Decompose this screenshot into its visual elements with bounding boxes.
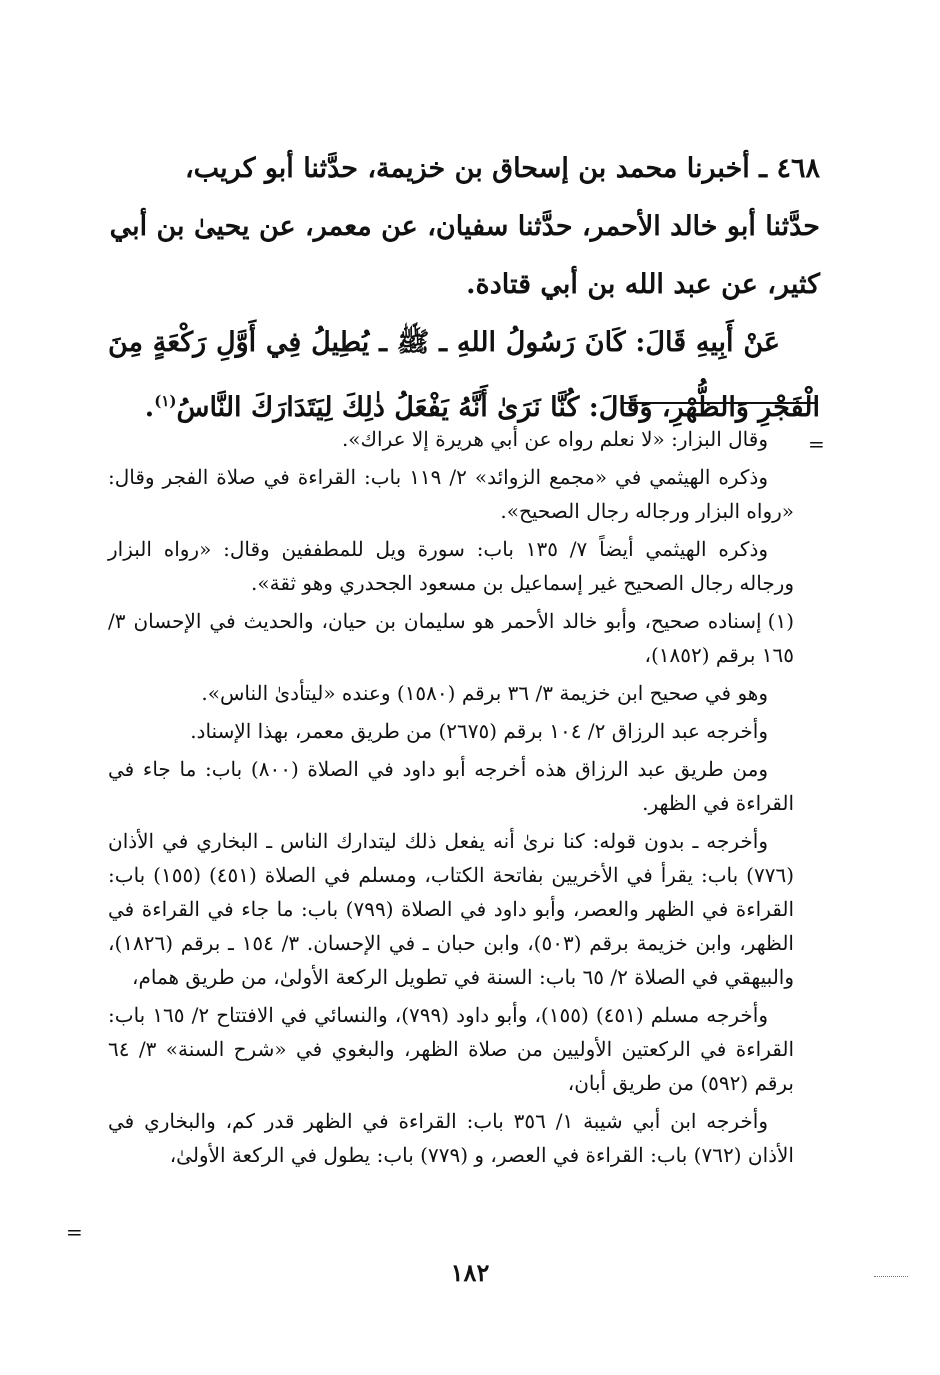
footnote-separator [622,402,818,404]
note-paragraph: وقال البزار: «لا نعلم رواه عن أبي هريرة إلا عراك». [341,427,768,451]
note-paragraph: وأخرجه ـ بدون قوله: كنا نرىٰ أنه يفعل ذلك ليتدارك الناس ـ البخاري في الأذان (٧٧٦) باب: يقرأ في الأخريين بفاتحة الكتاب، ومسلم في الصلاة (٤٥١) (١٥٥) باب: القراءة في الظهر والعصر، وأبو داود في الصلاة (٧٩٩) باب: ما جاء في القراءة في الظهر، وابن خزيمة برقم (٥٠٣)، وابن حبان ـ في الإحسان. ٣/ ١٥٤ ـ برقم (١٨٢٦)، والبيهقي في الصلاة ٢/ ٦٥ باب: السنة في تطويل الركعة الأولىٰ، من طريق همام، [108,829,795,989]
note-paragraph: وأخرجه مسلم (٤٥١) (١٥٥)، وأبو داود (٧٩٩)، والنسائي في الافتتاح ٢/ ١٦٥ باب: القراءة في الركعتين الأوليين من صلاة الظهر، والبغوي في «شرح السنة» ٣/ ٦٤ برقم (٥٩٢) من طريق أبان، [108,1003,795,1095]
note-paragraph: وهو في صحيح ابن خزيمة ٣/ ٣٦ برقم (١٥٨٠) وعنده «ليتأدىٰ الناس». [201,681,768,705]
hadith-paragraph [108,314,820,437]
hadith-matn: عَنْ أَبِيهِ قَالَ: كَانَ رَسُولُ اللهِ ـ ﷺ ـ يُطِيلُ فِي أَوَّلِ رَكْعَةٍ مِنَ الْفَجْرِ وَالظُّهْرِ، وَقَالَ: كُنَّا نَرَىٰ أَنَّهُ يَفْعَلُ ذٰلِكَ لِيَتَدَارَكَ النَّاسُ [108,327,820,423]
footnote-1 [108,604,794,672]
hadith-end: . [144,392,155,423]
note-paragraph: وأخرجه عبد الرزاق ٢/ ١٠٤ برقم (٢٦٧٥) من طريق معمر، بهذا الإسناد. [190,719,768,743]
hadith-footnote-ref: (١) [154,392,177,410]
scan-smudge [874,1276,908,1279]
isnad-line-1: ٤٦٨ ـ أخبرنا محمد بن إسحاق بن خزيمة، حدَّثنا أبو كريب، [184,153,820,184]
continuation-mark-bottom: = [66,1220,83,1244]
hadith-text [108,314,820,437]
note-paragraph: وأخرجه ابن أبي شيبة ١/ ٣٥٦ باب: القراءة في الظهر قدر كم، والبخاري في الأذان (٧٦٢) باب: القراءة في العصر، و (٧٧٩) باب: يطول في الركعة الأولىٰ، [108,1109,794,1167]
note-paragraph: وذكره الهيثمي أيضاً ٧/ ١٣٥ باب: سورة ويل للمطففين وقال: «رواه البزار ورجاله رجال الصحيح غير إسماعيل بن مسعود الجحدري وهو ثقة». [108,537,794,595]
continuation-mark-top: = [808,432,825,456]
note-paragraph: ومن طريق عبد الرزاق هذه أخرجه أبو داود في الصلاة (٨٠٠) باب: ما جاء في القراءة في الظهر. [108,757,794,815]
isnad-line-2: حدَّثنا أبو خالد الأحمر، حدَّثنا سفيان، عن معمر، عن يحيىٰ بن أبي [109,211,820,242]
footnote-number: (١) [767,609,794,633]
footnote-text: إسناده صحيح، وأبو خالد الأحمر هو سليمان بن حيان، والحديث في الإحسان ٣/ ١٦٥ برقم (١٨٥٢)، [108,609,794,667]
isnad-line-3: كثير، عن عبد الله بن أبي قتادة. [466,269,820,300]
note-paragraph: وذكره الهيثمي في «مجمع الزوائد» ٢/ ١١٩ باب: القراءة في صلاة الفجر وقال: «رواه البزار ورجاله رجال الصحيح». [108,465,794,523]
footnotes [108,422,794,1176]
main-text [108,140,820,437]
page-number: ١٨٢ [450,1258,490,1287]
